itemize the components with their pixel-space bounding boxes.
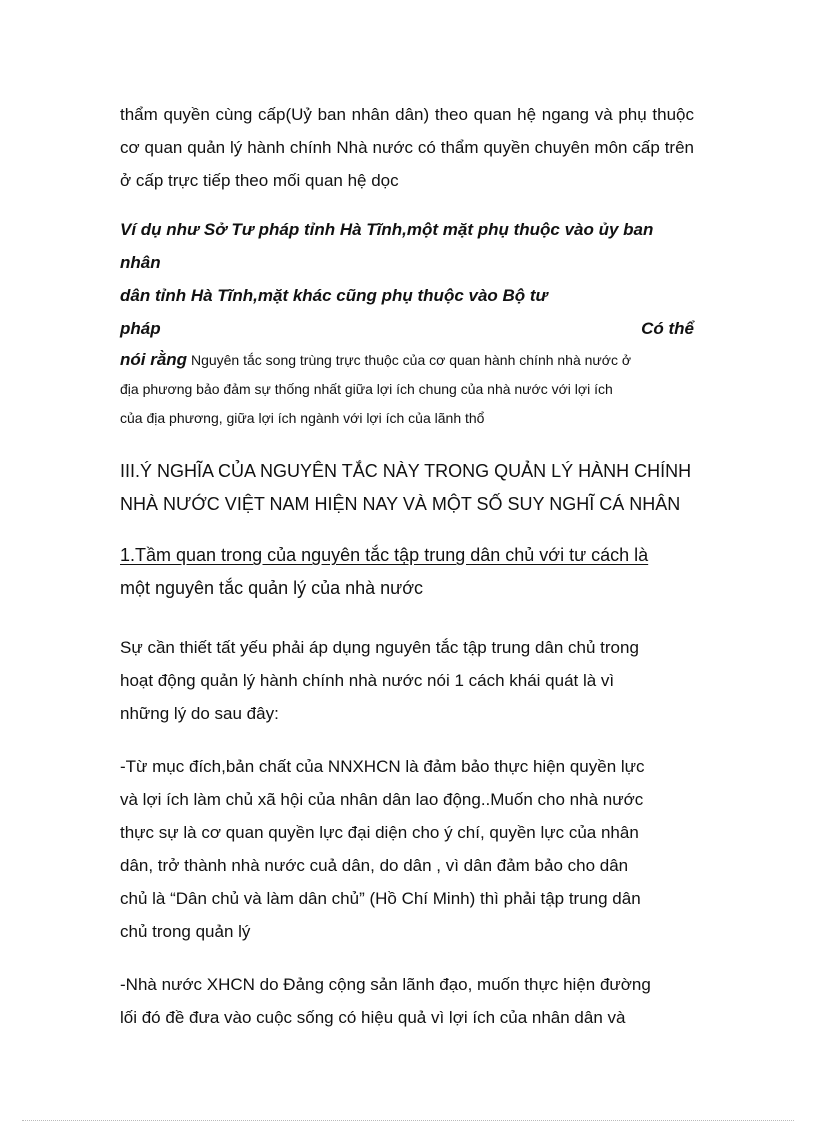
subheading-1-line-1: 1.Tầm quan trong của nguyên tắc tập trung dân chủ với tư cách là	[120, 545, 649, 565]
document-page	[120, 98, 694, 1054]
paragraph-necessity-line-2: hoạt động quản lý hành chính nhà nước nói 1 cách khái quát là vì	[120, 671, 615, 690]
example-line-6: của địa phương, giữa lợi ích ngành với lợi ích của lãnh thổ	[120, 410, 485, 426]
example-line-4-rest: Nguyên tắc song trùng trực thuộc của cơ quan hành chính nhà nước ở	[187, 352, 632, 368]
paragraph-necessity-line-3: những lý do sau đây:	[120, 704, 279, 723]
section-heading-iii	[120, 455, 694, 521]
paragraph-vertical-dependence: thẩm quyền cùng cấp(Uỷ ban nhân dân) theo quan hệ ngang và phụ thuộc cơ quan quản lý hành chính Nhà nước có thẩm quyền chuyên môn cấp trên ở cấp trực tiếp theo mối quan hệ dọc	[120, 105, 694, 190]
paragraph-purpose-line-5: chủ là “Dân chủ và làm dân chủ” (Hồ Chí Minh) thì phải tập trung dân	[120, 889, 641, 908]
paragraph-necessity	[120, 631, 694, 730]
paragraph-party-leadership-line-1: -Nhà nước XHCN do Đảng cộng sản lãnh đạo, muốn thực hiện đường	[120, 975, 651, 994]
paragraph-purpose-line-2: và lợi ích làm chủ xã hội của nhân dân lao động..Muốn cho nhà nước	[120, 790, 644, 809]
paragraph-purpose-line-6: chủ trong quản lý	[120, 922, 251, 941]
example-line-5: địa phương bảo đảm sự thống nhất giữa lợi ích chung của nhà nước với lợi ích	[120, 381, 613, 397]
example-line-4	[120, 345, 694, 375]
example-line-4-bold: nói rằng	[120, 350, 188, 369]
paragraph-purpose	[120, 750, 694, 948]
paragraph-purpose-line-4: dân, trở thành nhà nước cuả dân, do dân , vì dân đảm bảo cho dân	[120, 856, 629, 875]
paragraph-purpose-line-3: thực sự là cơ quan quyền lực đại diện cho ý chí, quyền lực của nhân	[120, 823, 639, 842]
paragraph-party-leadership	[120, 968, 694, 1034]
example-line-3-right: Có thể	[641, 319, 694, 338]
example-line-3-left: pháp	[120, 319, 161, 338]
paragraph-party-leadership-line-2: lối đó đề đưa vào cuộc sống có hiệu quả vì lợi ích của nhân dân và	[120, 1008, 626, 1027]
example-line-1: Ví dụ như Sở Tư pháp tỉnh Hà Tĩnh,một mặt phụ thuộc vào ủy ban nhân	[120, 220, 654, 272]
paragraph-necessity-line-1: Sự cần thiết tất yếu phải áp dụng nguyên tắc tập trung dân chủ trong	[120, 638, 639, 657]
page-bottom-divider	[22, 1120, 794, 1121]
example-line-2: dân tỉnh Hà Tĩnh,mặt khác cũng phụ thuộc vào Bộ tư	[120, 286, 548, 305]
section-heading-iii-line-2: NHÀ NƯỚC VIỆT NAM HIỆN NAY VÀ MỘT SỐ SUY NGHĨ CÁ NHÂN	[120, 494, 681, 514]
paragraph-purpose-line-1: -Từ mục đích,bản chất của NNXHCN là đảm bảo thực hiện quyền lực	[120, 757, 645, 776]
section-heading-iii-line-1: III.Ý NGHĨA CỦA NGUYÊN TẮC NÀY TRONG QUẢN LÝ HÀNH CHÍNH	[120, 461, 692, 481]
example-block	[120, 213, 694, 433]
example-line-3	[120, 312, 694, 345]
subheading-1	[120, 539, 694, 605]
subheading-1-line-2: một nguyên tắc quản lý của nhà nước	[120, 578, 424, 598]
